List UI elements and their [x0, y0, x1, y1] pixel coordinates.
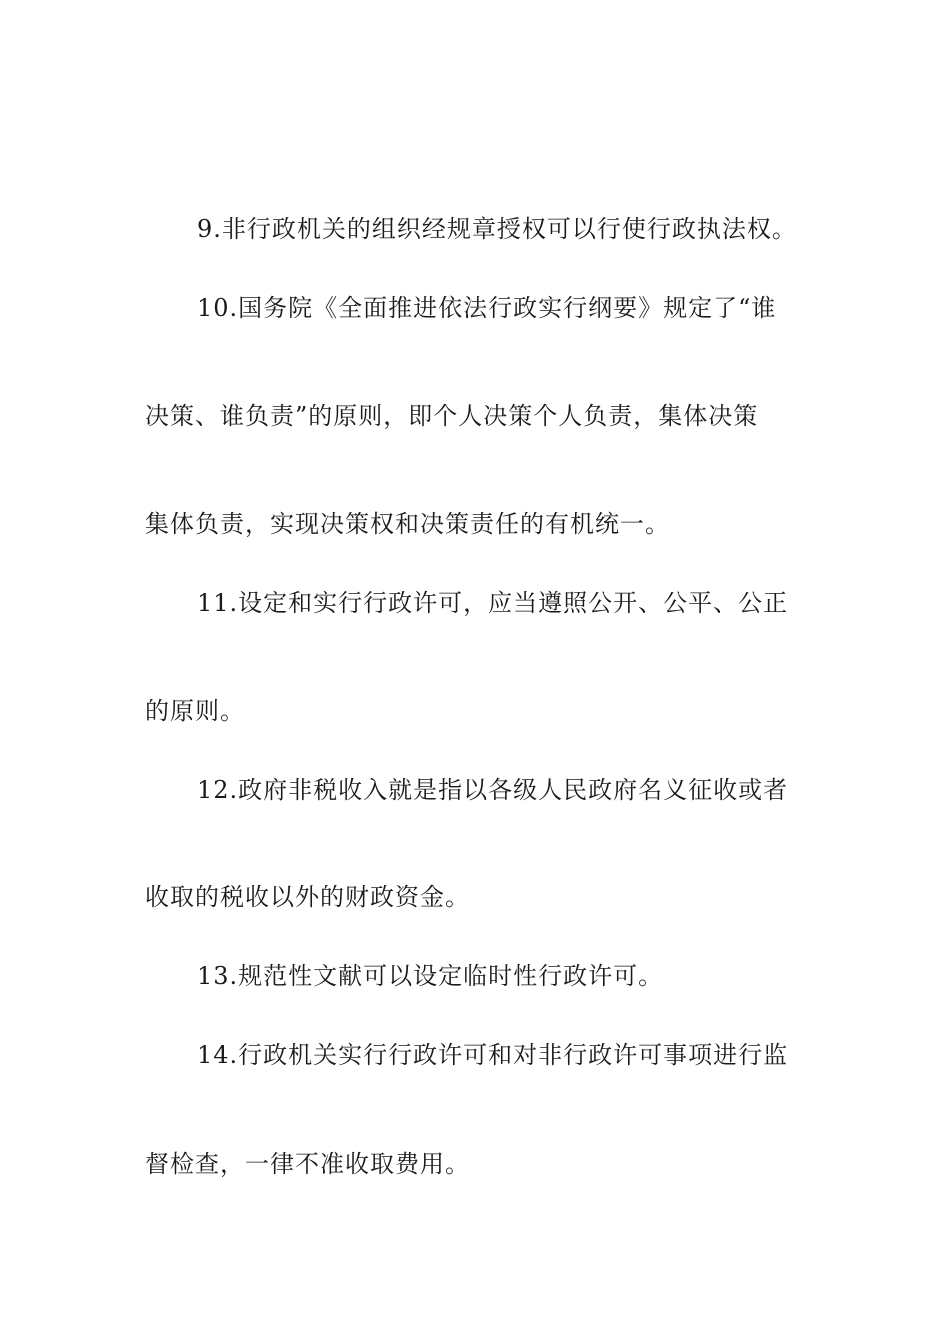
item-10-line-1: 10.国务院《全面推进依法行政实行纲要》规定了“谁: [197, 294, 777, 322]
item-10-line-2: 决策、谁负责”的原则，即个人决策个人负责，集体决策: [145, 402, 759, 430]
item-11-line-1: 11.设定和实行行政许可，应当遵照公开、公平、公正: [197, 589, 789, 617]
item-13-line-1: 13.规范性文献可以设定临时性行政许可。: [197, 962, 664, 990]
item-10-line-3: 集体负责，实现决策权和决策责任的有机统一。: [145, 510, 670, 538]
item-11-line-2: 的原则。: [145, 697, 245, 725]
item-12-line-2: 收取的税收以外的财政资金。: [145, 883, 470, 911]
item-14-line-1: 14.行政机关实行行政许可和对非行政许可事项进行监: [197, 1041, 789, 1069]
item-9-line-1: 9.非行政机关的组织经规章授权可以行使行政执法权。: [197, 215, 797, 243]
item-12-line-1: 12.政府非税收入就是指以各级人民政府名义征收或者: [197, 776, 789, 804]
item-14-line-2: 督检查，一律不准收取费用。: [145, 1150, 470, 1178]
